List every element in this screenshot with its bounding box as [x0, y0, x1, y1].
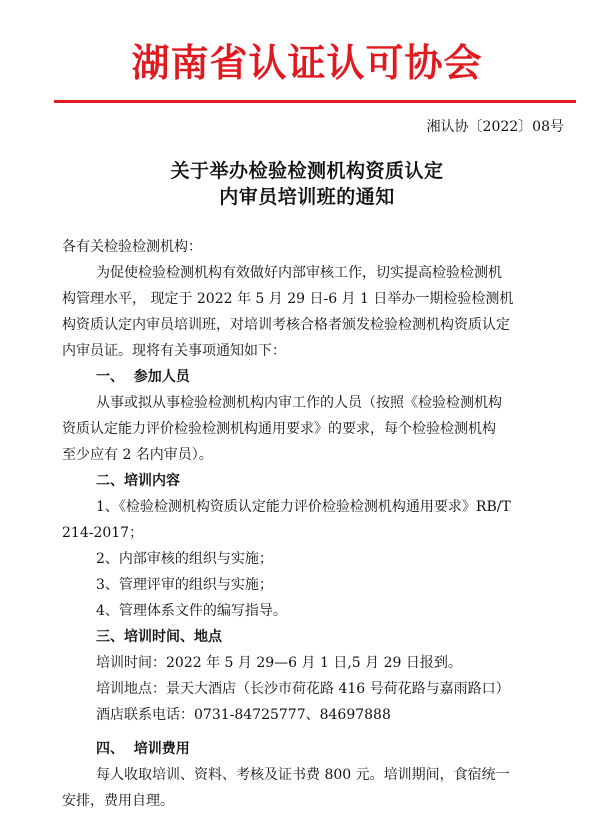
section-3-line: 培训地点：景天大酒店（长沙市荷花路 416 号荷花路与嘉雨路口） [96, 681, 510, 697]
intro-line: 构资质认定内审员培训班，对培训考核合格者颁发检验检测机构资质认定 [62, 317, 510, 333]
section-2-item: 4、管理体系文件的编写指导。 [96, 603, 287, 619]
section-2-item: 3、管理评审的组织与实施； [96, 577, 273, 593]
section-2-heading: 二、培训内容 [96, 473, 180, 489]
section-3-line: 酒店联系电话：0731-84725777、84697888 [96, 707, 391, 723]
section-3-heading: 三、培训时间、地点 [96, 629, 222, 645]
section-4-line: 安排，费用自理。 [62, 793, 174, 809]
notice-title-line-1: 关于举办检验检测机构资质认定 [170, 160, 444, 182]
section-1-line: 至少应有 2 名内审员）。 [62, 447, 213, 463]
section-2-item: 1、《检验检测机构资质认定能力评价检验检测机构通用要求》RB/T [96, 499, 511, 515]
notice-title-line-2: 内审员培训班的通知 [219, 186, 395, 208]
intro-line: 内审员证。现将有关事项通知如下： [62, 343, 286, 359]
intro-line: 为促使检验检测机构有效做好内部审核工作，切实提高检验检测机 [96, 265, 502, 281]
document-number: 湘认协〔2022〕08号 [426, 119, 564, 135]
section-1-line: 从事或拟从事检验检测机构内审工作的人员（按照《检验检测机构 [96, 395, 502, 411]
section-2-item: 214-2017； [62, 525, 144, 541]
section-3-line: 培训时间：2022 年 5 月 29—6 月 1 日,5 月 29 日报到。 [96, 655, 462, 671]
notice-body [62, 234, 564, 814]
intro-line: 构管理水平， 现定于 2022 年 5 月 29 日-6 月 1 日举办一期检验检测机 [62, 291, 514, 307]
section-1-line: 资质认定能力评价检验检测机构通用要求》的要求，每个检验检测机构 [62, 421, 496, 437]
letterhead-title: 湖南省认证认可协会 [131, 40, 483, 85]
section-1-heading: 一、 参加人员 [96, 369, 190, 385]
section-2-item: 2、内部审核的组织与实施； [96, 551, 273, 567]
letterhead-divider [54, 100, 576, 103]
section-4-line: 每人收取培训、资料、考核及证书费 800 元。培训期间，食宿统一 [96, 767, 510, 783]
salutation: 各有关检验检测机构： [62, 239, 202, 255]
section-4-heading: 四、 培训费用 [96, 741, 190, 757]
